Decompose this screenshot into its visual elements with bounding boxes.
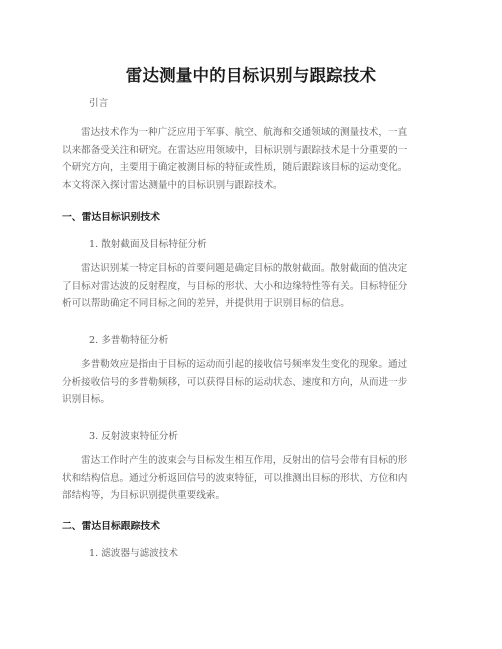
subsection-heading-filter: 1. 滤波器与滤波技术 <box>89 548 178 559</box>
subsection-heading-beam: 3. 反射波束特征分析 <box>89 431 178 442</box>
paragraph-doppler <box>62 356 440 409</box>
text-line: 识别目标。 <box>62 394 110 405</box>
text-line: 状和结构信息。通过分析返回信号的波束特征，可以推测出目标的形状、方位和内 <box>62 472 408 484</box>
subsection-heading-scattering: 1. 散射截面及目标特征分析 <box>89 239 207 250</box>
text-line: 以来都备受关注和研究。在雷达应用领域中，目标识别与跟踪技术是十分重要的一 <box>62 144 408 156</box>
paragraph-scattering <box>62 260 440 313</box>
subsection-heading-doppler: 2. 多普勒特征分析 <box>89 335 169 346</box>
section-heading-tracking: 二、雷达目标跟踪技术 <box>62 521 160 532</box>
text-line: 雷达工作时产生的波束会与目标发生相互作用，反射出的信号会带有目标的形 <box>81 455 408 466</box>
document-title: 雷达测量中的目标识别与跟踪技术 <box>125 66 377 85</box>
text-line: 多普勒效应是指由于目标的运动而引起的接收信号频率发生变化的现象。通过 <box>81 359 408 370</box>
section-heading-recognition: 一、雷达目标识别技术 <box>62 212 160 223</box>
text-line: 个研究方向，主要用于确定被测目标的特征或性质，随后跟踪该目标的运动变化。 <box>62 162 408 173</box>
text-line: 本文将深入探讨雷达测量中的目标识别与跟踪技术。 <box>62 179 283 191</box>
text-line: 部结构等，为目标识别提供重要线索。 <box>62 490 226 501</box>
text-line: 了目标对雷达波的反射程度，与目标的形状、大小和边缘特性等有关。目标特征分 <box>62 280 408 292</box>
text-line: 分析接收信号的多普勒频移，可以获得目标的运动状态、速度和方向，从而进一步 <box>62 376 408 388</box>
intro-paragraph <box>62 124 440 194</box>
text-line: 雷达技术作为一种广泛应用于军事、航空、航海和交通领域的测量技术，一直 <box>81 127 408 138</box>
paragraph-beam <box>62 452 440 505</box>
text-line: 雷达识别某一特定目标的首要问题是确定目标的散射截面。散射截面的值决定 <box>81 263 408 274</box>
text-line: 析可以帮助确定不同目标之间的差异，并提供用于识别目标的信息。 <box>62 298 350 309</box>
intro-heading: 引言 <box>89 98 109 109</box>
